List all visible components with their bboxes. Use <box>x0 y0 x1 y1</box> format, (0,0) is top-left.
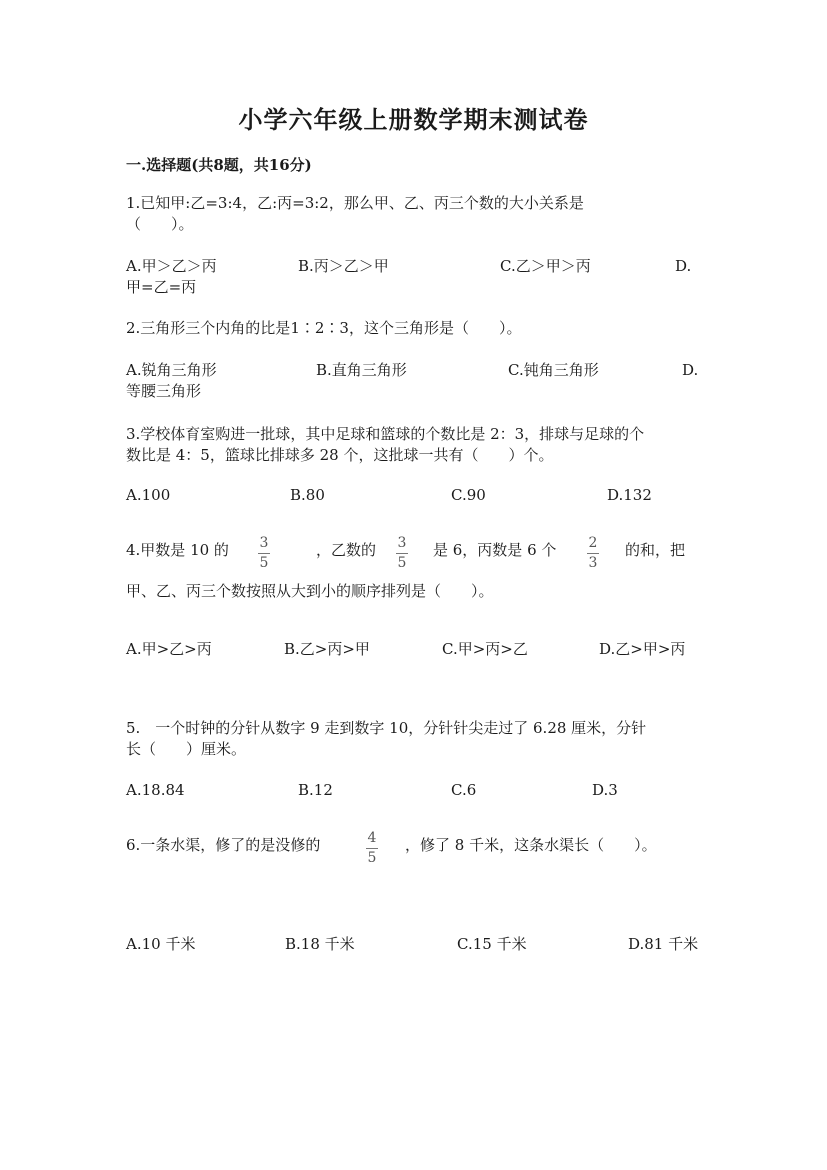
numerator: 3 <box>397 535 407 551</box>
question-3 <box>126 424 726 466</box>
denominator: 5 <box>367 850 377 866</box>
fraction <box>587 536 599 571</box>
option-a: A.10 千米 <box>126 935 196 953</box>
question-text: 1.已知甲:乙=3:4，乙:丙=3:2，那么甲、乙、丙三个数的大小关系是 <box>126 194 584 212</box>
option-c: C.甲>丙>乙 <box>442 640 528 658</box>
question-text: （ ）。 <box>126 215 194 233</box>
question-text: 5. 一个时钟的分针从数字 9 走到数字 10，分针针尖走过了 6.28 厘米，分针 <box>126 719 647 737</box>
denominator: 3 <box>588 555 598 571</box>
option-a: A.甲＞乙＞丙 <box>126 257 217 275</box>
question-4-text: 甲、乙、丙三个数按照从大到小的顺序排列是（ ）。 <box>126 582 494 600</box>
question-6-text: ，修了 8 千米，这条水渠长（ ）。 <box>405 836 657 854</box>
option-a: A.100 <box>126 486 171 504</box>
option-c: C.90 <box>451 486 486 504</box>
question-4-text: 的和，把 <box>625 541 686 559</box>
option-d: D. <box>682 361 699 379</box>
numerator: 2 <box>588 535 598 551</box>
option-b: B.12 <box>298 781 333 799</box>
fraction-bar <box>587 553 599 554</box>
question-text: 2.三角形三个内角的比是1∶2∶3，这个三角形是（ ）。 <box>126 319 522 337</box>
option-d: D.81 千米 <box>628 935 699 953</box>
fraction <box>396 536 408 571</box>
fraction-bar <box>396 553 408 554</box>
option-a: A.锐角三角形 <box>126 361 217 379</box>
option-b: B.丙＞乙＞甲 <box>298 257 389 275</box>
option-d-text: 等腰三角形 <box>126 382 202 400</box>
question-1 <box>126 193 706 235</box>
page-title: 小学六年级上册数学期末测试卷 <box>238 105 589 134</box>
fraction <box>258 536 270 571</box>
option-d: D.3 <box>592 781 618 799</box>
option-c: C.钝角三角形 <box>508 361 599 379</box>
option-a: A.甲>乙>丙 <box>126 640 212 658</box>
section-heading: 一.选择题(共8题，共16分) <box>126 156 312 174</box>
question-4-text: 4.甲数是 10 的 <box>126 541 229 559</box>
fraction-bar <box>258 553 270 554</box>
question-6-text: 6.一条水渠，修了的是没修的 <box>126 836 321 854</box>
option-c: C.乙＞甲＞丙 <box>500 257 591 275</box>
option-d: D. <box>675 257 692 275</box>
question-text: 数比是 4：5，篮球比排球多 28 个，这批球一共有（ ）个。 <box>126 446 554 464</box>
option-b: B.乙>丙>甲 <box>284 640 370 658</box>
numerator: 3 <box>259 535 269 551</box>
fraction-bar <box>366 848 378 849</box>
question-text: 长（ ）厘米。 <box>126 740 247 758</box>
denominator: 5 <box>259 555 269 571</box>
option-d: D.乙>甲>丙 <box>599 640 686 658</box>
option-c: C.6 <box>451 781 477 799</box>
question-4-text: 是 6，丙数是 6 个 <box>433 541 557 559</box>
option-c: C.15 千米 <box>457 935 527 953</box>
option-b: B.18 千米 <box>285 935 355 953</box>
option-a: A.18.84 <box>126 781 185 799</box>
option-d: D.132 <box>607 486 652 504</box>
option-d-text: 甲=乙=丙 <box>126 278 197 296</box>
fraction <box>366 831 378 866</box>
question-4-text: ，乙数的 <box>316 541 377 559</box>
question-5 <box>126 718 726 760</box>
denominator: 5 <box>397 555 407 571</box>
numerator: 4 <box>367 830 377 846</box>
question-2 <box>126 318 706 339</box>
question-text: 3.学校体育室购进一批球，其中足球和篮球的个数比是 2：3，排球与足球的个 <box>126 425 645 443</box>
option-b: B.直角三角形 <box>316 361 407 379</box>
option-b: B.80 <box>290 486 325 504</box>
